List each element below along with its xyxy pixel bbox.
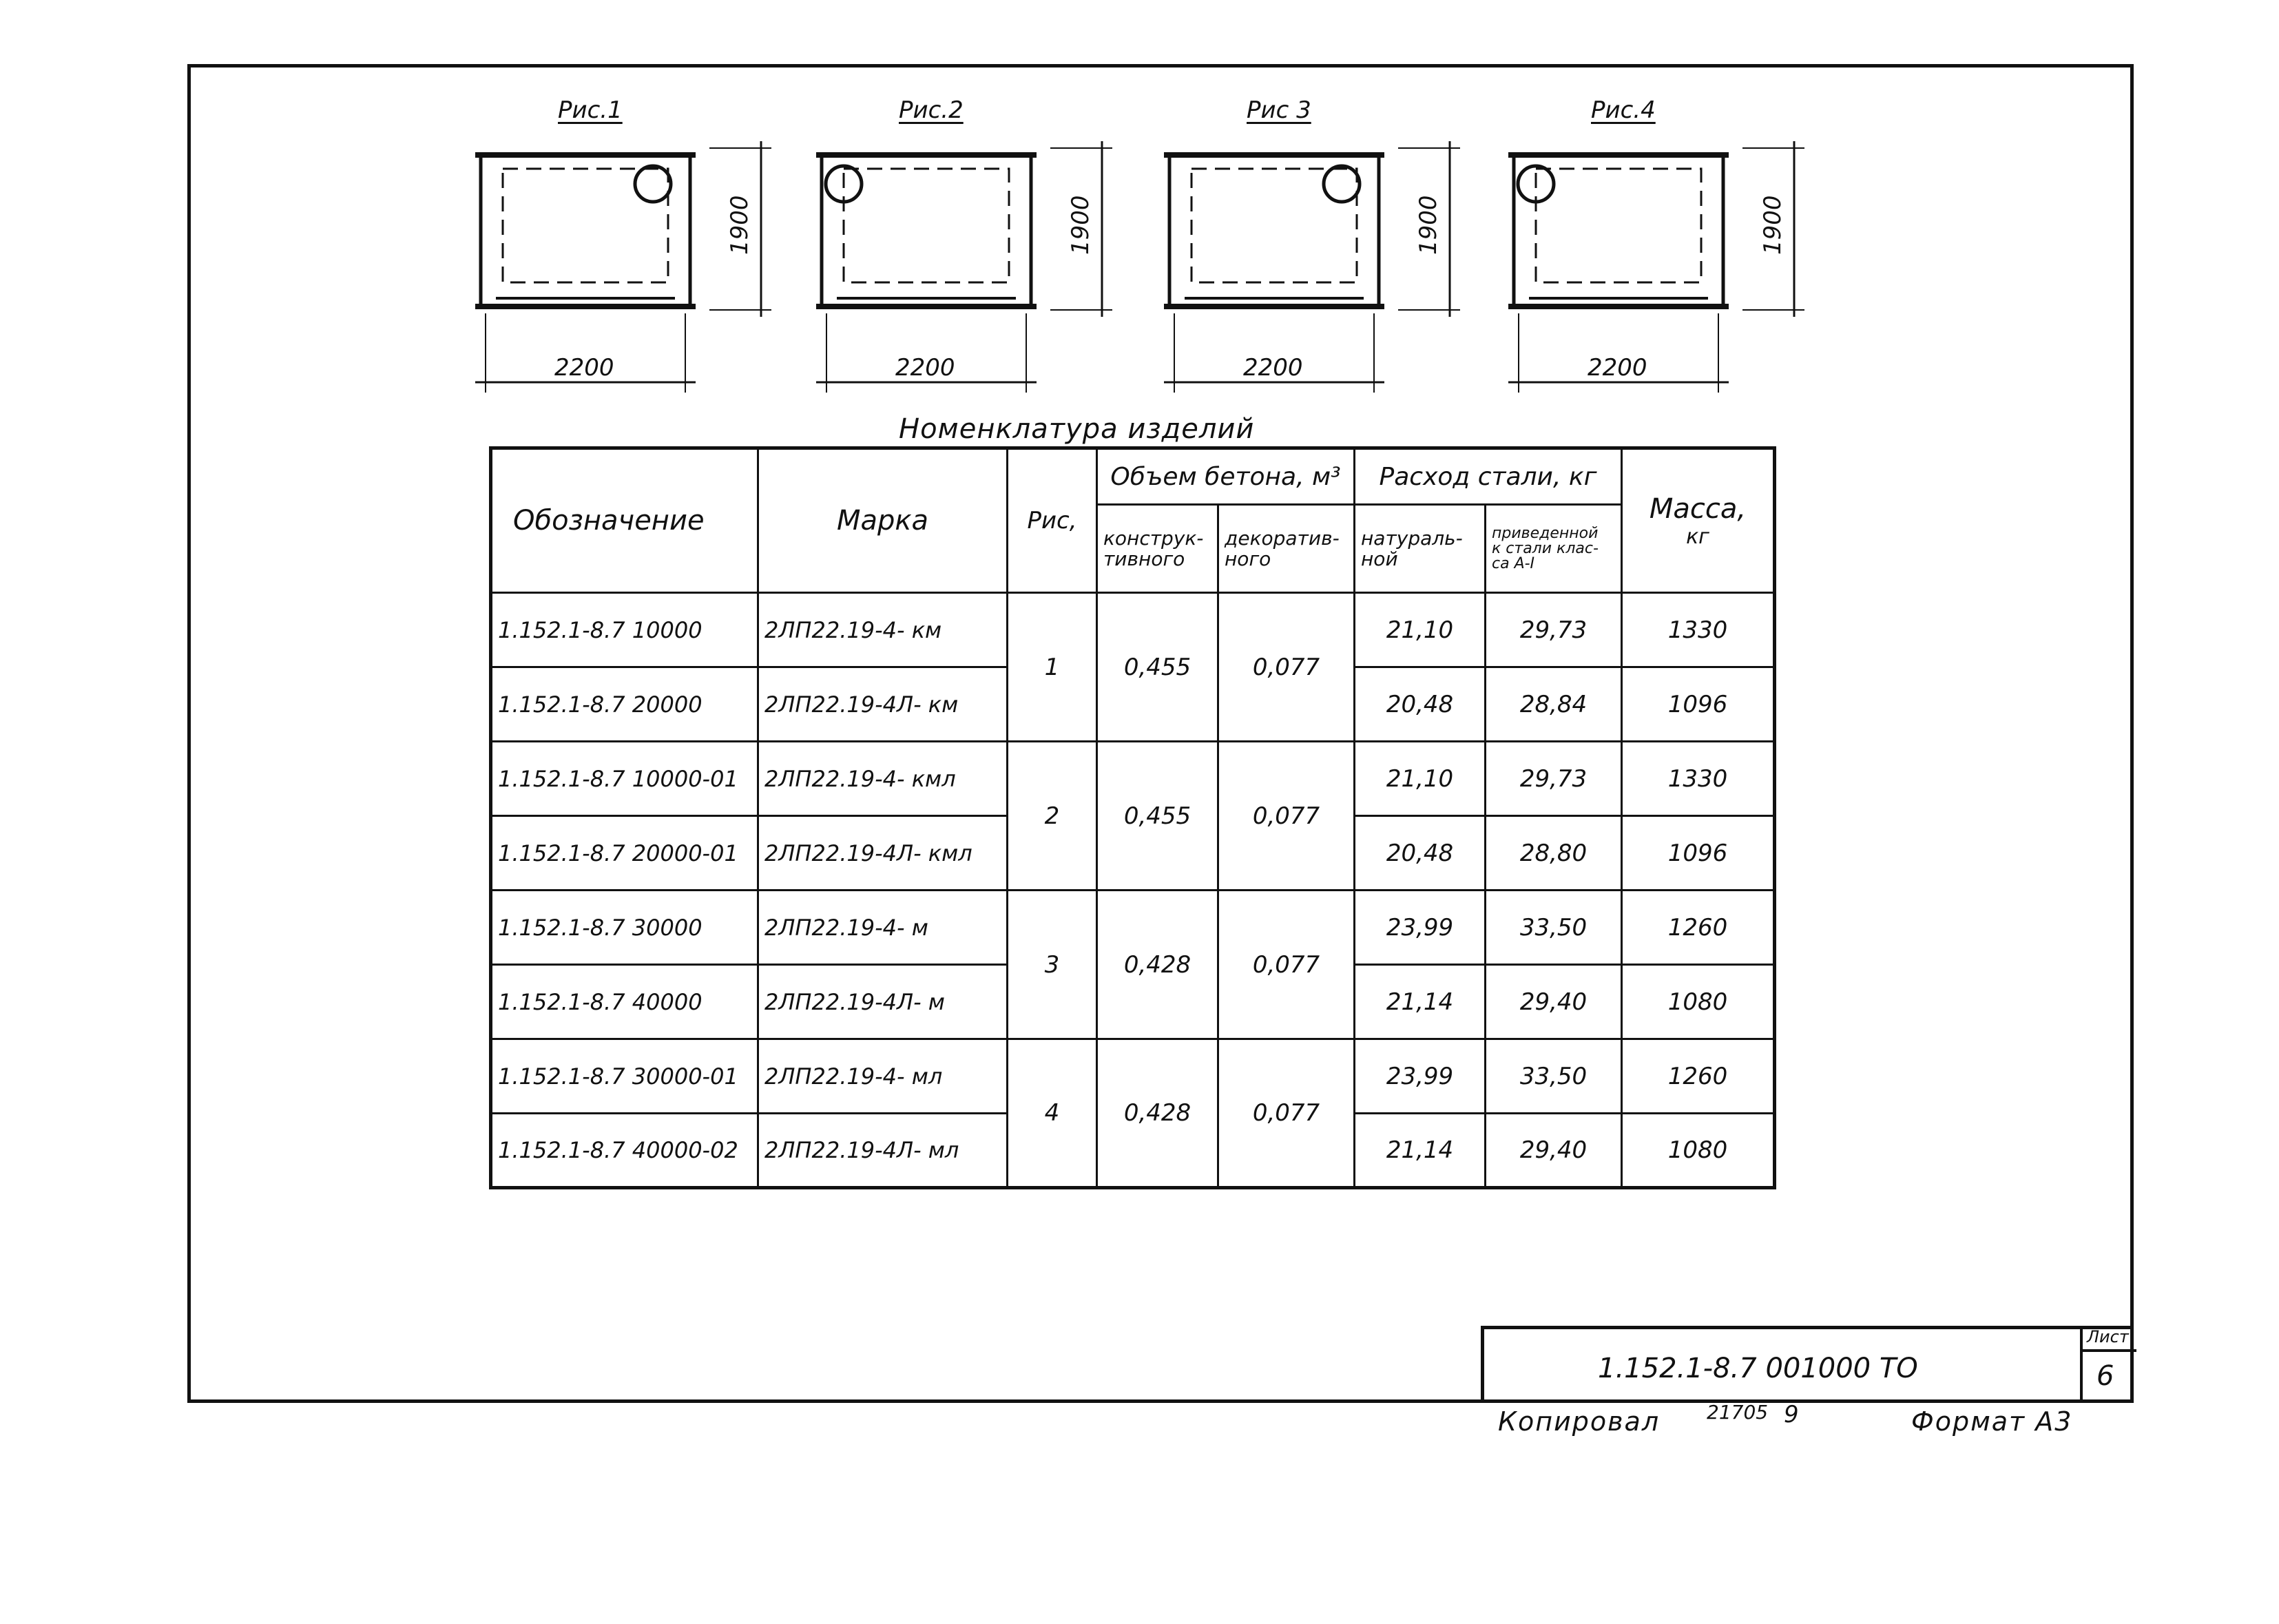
cell-steel-reduced: 33,50 — [1486, 1039, 1622, 1114]
cell-mark: 2ЛП22.19-4- мл — [758, 1039, 1008, 1114]
cell-steel-reduced: 29,40 — [1486, 965, 1622, 1039]
height-label: 1900 — [1415, 195, 1442, 255]
header-steel-reduced-line1: приведенной — [1492, 524, 1599, 542]
sheet-box — [2080, 1326, 2134, 1403]
cell-mark: 2ЛП22.19-4Л- мл — [758, 1114, 1008, 1188]
width-label: 2200 — [895, 354, 955, 382]
footer-number: 21705 — [1707, 1401, 1769, 1424]
header-mass-line1: Масса, — [1649, 492, 1747, 525]
header-steel-natural-line2: ной — [1361, 547, 1398, 570]
cell-designation: 1.152.1-8.7 10000-01 — [491, 742, 758, 816]
figure-3 — [1164, 96, 1467, 386]
cell-steel-natural: 21,14 — [1355, 965, 1486, 1039]
cell-steel-natural: 21,10 — [1355, 742, 1486, 816]
cell-mass: 1330 — [1622, 742, 1775, 816]
sheet-number: 6 — [2096, 1360, 2114, 1392]
cell-concrete-structural: 0,428 — [1097, 891, 1218, 1039]
header-mass — [1622, 448, 1775, 593]
cell-steel-reduced: 33,50 — [1486, 891, 1622, 965]
header-concrete-decorative — [1218, 505, 1355, 593]
cell-designation: 1.152.1-8.7 20000-01 — [491, 816, 758, 891]
cell-concrete-decorative: 0,077 — [1218, 593, 1355, 742]
width-label: 2200 — [1588, 354, 1647, 382]
panel-inner-dashed — [1536, 169, 1701, 282]
cell-steel-natural: 21,14 — [1355, 1114, 1486, 1188]
sheet-label: Лист — [2087, 1327, 2129, 1346]
cell-designation: 1.152.1-8.7 40000 — [491, 965, 758, 1039]
panel-inner-dashed — [844, 169, 1009, 282]
cell-steel-natural: 23,99 — [1355, 1039, 1486, 1114]
header-steel-reduced-line2: к стали клас- — [1492, 539, 1599, 557]
cell-steel-reduced: 29,40 — [1486, 1114, 1622, 1188]
cell-concrete-decorative: 0,077 — [1218, 1039, 1355, 1188]
header-mass-line2: кг — [1686, 524, 1709, 549]
cell-mass: 1080 — [1622, 965, 1775, 1039]
cell-mass: 1080 — [1622, 1114, 1775, 1188]
panel-outline — [1514, 155, 1723, 306]
cell-fig: 4 — [1008, 1039, 1097, 1188]
footer-copied: Копировал — [1498, 1406, 1661, 1437]
panel-drawing — [816, 96, 1119, 386]
cell-steel-reduced: 29,73 — [1486, 593, 1622, 667]
footer-format: Формат А3 — [1911, 1406, 2073, 1437]
figure-4 — [1508, 96, 1811, 386]
cell-mass: 1260 — [1622, 1039, 1775, 1114]
opening-circle — [1324, 166, 1360, 202]
cell-fig: 2 — [1008, 742, 1097, 891]
cell-designation: 1.152.1-8.7 40000-02 — [491, 1114, 758, 1188]
width-label: 2200 — [554, 354, 614, 382]
figure-caption: Рис 3 — [1247, 96, 1311, 124]
height-label: 1900 — [726, 195, 753, 255]
sheet-separator — [2083, 1349, 2136, 1352]
cell-fig: 1 — [1008, 593, 1097, 742]
figure-caption: Рис.2 — [899, 96, 964, 124]
cell-steel-reduced: 29,73 — [1486, 742, 1622, 816]
cell-steel-reduced: 28,80 — [1486, 816, 1622, 891]
cell-mark: 2ЛП22.19-4Л- км — [758, 667, 1008, 742]
table-row — [491, 891, 1775, 965]
cell-concrete-structural: 0,428 — [1097, 1039, 1218, 1188]
cell-concrete-structural: 0,455 — [1097, 742, 1218, 891]
cell-steel-natural: 20,48 — [1355, 816, 1486, 891]
cell-mass: 1096 — [1622, 667, 1775, 742]
panel-drawing — [1508, 96, 1811, 386]
panel-drawing — [475, 96, 778, 386]
table-row — [491, 742, 1775, 816]
cell-mark: 2ЛП22.19-4- кмл — [758, 742, 1008, 816]
header-concrete-structural-line2: тивного — [1103, 547, 1185, 570]
width-label: 2200 — [1243, 354, 1303, 382]
header-steel-reduced — [1486, 505, 1622, 593]
panel-outline — [1169, 155, 1379, 306]
cell-mass: 1096 — [1622, 816, 1775, 891]
panel-outline — [481, 155, 690, 306]
panel-drawing — [1164, 96, 1467, 386]
cell-designation: 1.152.1-8.7 20000 — [491, 667, 758, 742]
table-body — [491, 593, 1775, 1188]
height-label: 1900 — [1067, 195, 1094, 255]
height-label: 1900 — [1759, 195, 1787, 255]
header-steel-natural — [1355, 505, 1486, 593]
cell-steel-natural: 20,48 — [1355, 667, 1486, 742]
header-designation: Обозначение — [491, 448, 758, 593]
header-fig: Рис, — [1008, 448, 1097, 593]
cell-steel-natural: 23,99 — [1355, 891, 1486, 965]
cell-mass: 1330 — [1622, 593, 1775, 667]
cell-mark: 2ЛП22.19-4Л- кмл — [758, 816, 1008, 891]
table-row — [491, 1039, 1775, 1114]
header-steel: Расход стали, кг — [1355, 448, 1622, 505]
panel-inner-dashed — [503, 169, 668, 282]
cell-concrete-structural: 0,455 — [1097, 593, 1218, 742]
panel-inner-dashed — [1191, 169, 1357, 282]
header-concrete-structural — [1097, 505, 1218, 593]
header-mark: Марка — [758, 448, 1008, 593]
table-row — [491, 593, 1775, 667]
nomenclature-table — [489, 446, 1776, 1189]
header-concrete-decorative-line2: ного — [1225, 547, 1271, 570]
cell-mark: 2ЛП22.19-4- км — [758, 593, 1008, 667]
figure-caption: Рис.4 — [1591, 96, 1656, 124]
title-block — [1481, 1326, 2134, 1403]
opening-circle — [635, 166, 671, 202]
figure-1 — [475, 96, 778, 386]
cell-steel-reduced: 28,84 — [1486, 667, 1622, 742]
header-concrete-decorative-line1: декоратив- — [1225, 526, 1340, 550]
panel-outline — [822, 155, 1031, 306]
document-code: 1.152.1-8.7 001000 ТО — [1598, 1353, 1918, 1384]
header-steel-reduced-line3: са А-I — [1492, 554, 1535, 572]
cell-concrete-decorative: 0,077 — [1218, 891, 1355, 1039]
cell-mark: 2ЛП22.19-4- м — [758, 891, 1008, 965]
cell-mark: 2ЛП22.19-4Л- м — [758, 965, 1008, 1039]
figure-caption: Рис.1 — [558, 96, 623, 124]
table-title: Номенклатура изделий — [899, 413, 1255, 445]
cell-designation: 1.152.1-8.7 10000 — [491, 593, 758, 667]
cell-mass: 1260 — [1622, 891, 1775, 965]
header-concrete-volume: Объем бетона, м³ — [1097, 448, 1355, 505]
cell-fig: 3 — [1008, 891, 1097, 1039]
header-steel-natural-line1: натураль- — [1361, 526, 1463, 550]
header-concrete-structural-line1: конструк- — [1103, 526, 1204, 550]
footer-extra: 9 — [1784, 1401, 1799, 1428]
figure-2 — [816, 96, 1119, 386]
cell-designation: 1.152.1-8.7 30000-01 — [491, 1039, 758, 1114]
cell-designation: 1.152.1-8.7 30000 — [491, 891, 758, 965]
cell-concrete-decorative: 0,077 — [1218, 742, 1355, 891]
cell-steel-natural: 21,10 — [1355, 593, 1486, 667]
